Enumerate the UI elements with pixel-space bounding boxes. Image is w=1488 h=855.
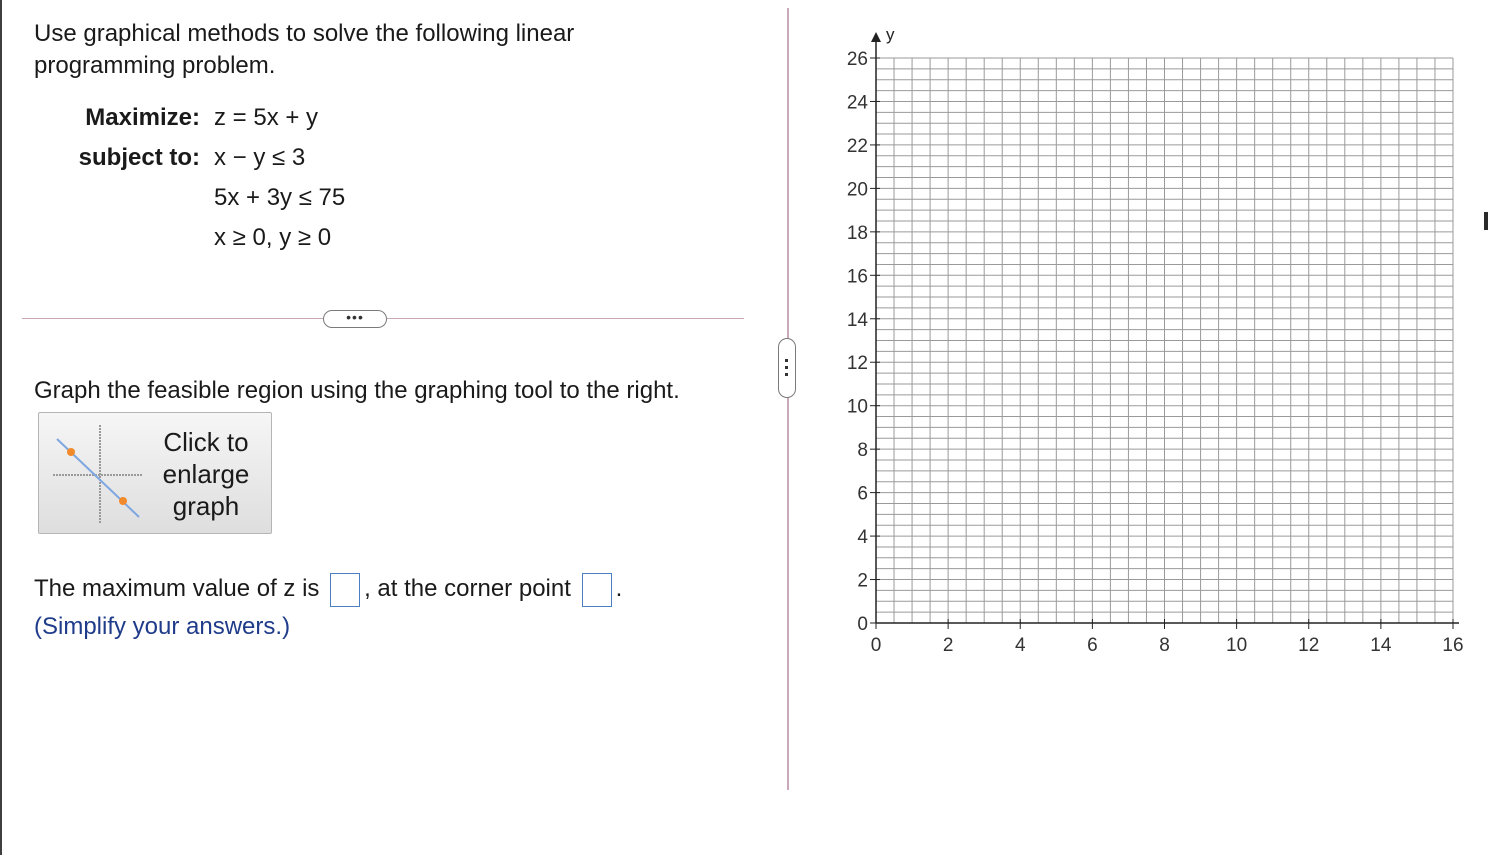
graphing-area[interactable]	[788, 10, 1488, 690]
x-tick-label: 10	[1226, 635, 1248, 656]
x-tick-label: 8	[1159, 635, 1170, 656]
x-tick-label: 4	[1014, 635, 1026, 656]
problem-intro	[34, 18, 574, 82]
grid-lines	[876, 58, 1453, 623]
enlarge-label-line-1: Click to	[163, 427, 249, 457]
answer-prefix: The maximum value of z is	[34, 575, 320, 602]
constraint-3: x ≥ 0, y ≥ 0	[214, 224, 332, 251]
graph-thumbnail-icon	[53, 425, 143, 523]
answer-middle: , at the corner point	[364, 575, 571, 602]
edge-marker	[1484, 212, 1488, 230]
y-tick-label: 18	[846, 222, 868, 244]
y-tick-label: 6	[857, 483, 868, 505]
y-tick-label: 12	[846, 353, 868, 375]
answer-suffix: .	[615, 575, 623, 602]
y-tick-label: 16	[846, 266, 868, 288]
more-options-button[interactable]: •••	[323, 310, 387, 328]
intro-line-2: programming problem.	[34, 52, 276, 79]
y-tick-label: 0	[857, 614, 868, 635]
x-tick-label: 12	[1298, 635, 1320, 656]
x-tick-label: 16	[1442, 635, 1464, 656]
y-tick-label: 24	[846, 92, 868, 114]
x-tick-label: 2	[942, 635, 954, 656]
y-tick-label: 2	[857, 570, 868, 592]
corner-point-input[interactable]	[582, 573, 612, 607]
answer-sentence	[34, 570, 622, 608]
y-tick-label: 26	[846, 49, 868, 70]
constraint-1: x − y ≤ 3	[214, 144, 306, 171]
intro-line-1: Use graphical methods to solve the following linear	[34, 20, 575, 47]
objective-row	[0, 98, 600, 138]
x-tick-label: 0	[870, 635, 882, 656]
max-value-input[interactable]	[330, 573, 360, 607]
y-tick-label: 14	[846, 309, 868, 331]
y-tick-label: 8	[857, 440, 868, 462]
subject-to-label: subject to:	[78, 144, 200, 171]
y-tick-label: 10	[846, 396, 868, 418]
maximize-label: Maximize:	[85, 104, 200, 131]
y-tick-label: 22	[846, 135, 868, 157]
enlarge-graph-button[interactable]	[38, 412, 272, 534]
x-tick-label: 14	[1370, 635, 1392, 656]
y-axis-arrow	[871, 32, 881, 42]
enlarge-label-line-3: graph	[172, 491, 240, 521]
y-axis-label: y	[886, 25, 895, 44]
y-tick-label: 4	[857, 527, 868, 549]
x-tick-label: 6	[1087, 635, 1098, 656]
enlarge-graph-label	[147, 426, 265, 522]
constraint-row-3	[0, 218, 600, 258]
graph-instruction: Graph the feasible region using the graphing tool to the right.	[34, 377, 680, 404]
constraint-2: 5x + 3y ≤ 75	[214, 184, 346, 211]
simplify-hint: (Simplify your answers.)	[34, 613, 291, 640]
enlarge-label-line-2: enlarge	[162, 459, 250, 489]
constraint-row-1	[0, 138, 600, 178]
y-tick-label: 20	[846, 179, 868, 201]
objective-function: z = 5x + y	[214, 104, 319, 131]
constraint-row-2	[0, 178, 600, 218]
